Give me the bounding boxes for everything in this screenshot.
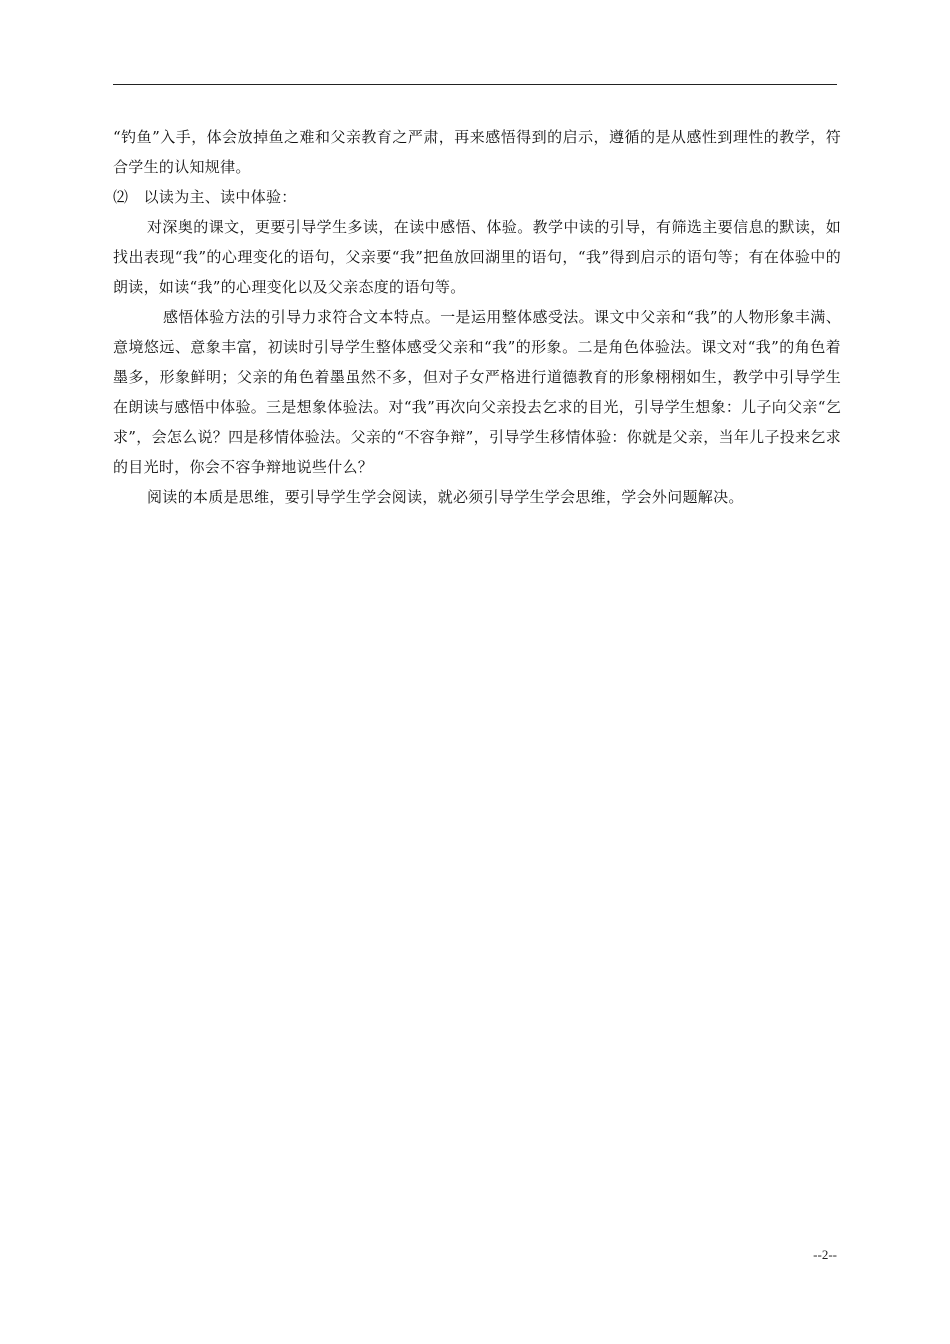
list-item-heading: ⑵ 以读为主、读中体验： bbox=[113, 188, 297, 206]
header-rule bbox=[113, 84, 837, 85]
paragraph-reading-guidance: 对深奥的课文，更要引导学生多读，在读中感悟、体验。教学中读的引导，有筛选主要信息的默读，如找出表现“我”的心理变化的语句，父亲要“我”把鱼放回湖里的语句，“我”得到启示的语句等；有在体验中的朗读，如读“我”的心理变化以及父亲态度的语句等。 bbox=[113, 218, 841, 296]
paragraph-continuation: “钓鱼”入手，体会放掉鱼之难和父亲教育之严肃，再来感悟得到的启示，遵循的是从感性到理性的教学，符合学生的认知规律。 bbox=[113, 128, 841, 176]
paragraph-conclusion: 阅读的本质是思维，要引导学生学会阅读，就必须引导学生学会思维，学会外问题解决。 bbox=[147, 488, 744, 506]
document-body bbox=[113, 122, 841, 512]
page-number: --2-- bbox=[813, 1247, 837, 1262]
paragraph-experience-methods: 感悟体验方法的引导力求符合文本特点。一是运用整体感受法。课文中父亲和“我”的人物形象丰满、意境悠远、意象丰富，初读时引导学生整体感受父亲和“我”的形象。二是角色体验法。课文对“我”的角色着墨多，形象鲜明；父亲的角色着墨虽然不多，但对子女严格进行道德教育的形象栩栩如生，教学中引导学生在朗读与感悟中体验。三是想象体验法。对“我”再次向父亲投去乞求的目光，引导学生想象：儿子向父亲“乞求”，会怎么说？四是移情体验法。父亲的“不容争辩”，引导学生移情体验：你就是父亲，当年儿子投来乞求的目光时，你会不容争辩地说些什么？ bbox=[113, 308, 841, 476]
